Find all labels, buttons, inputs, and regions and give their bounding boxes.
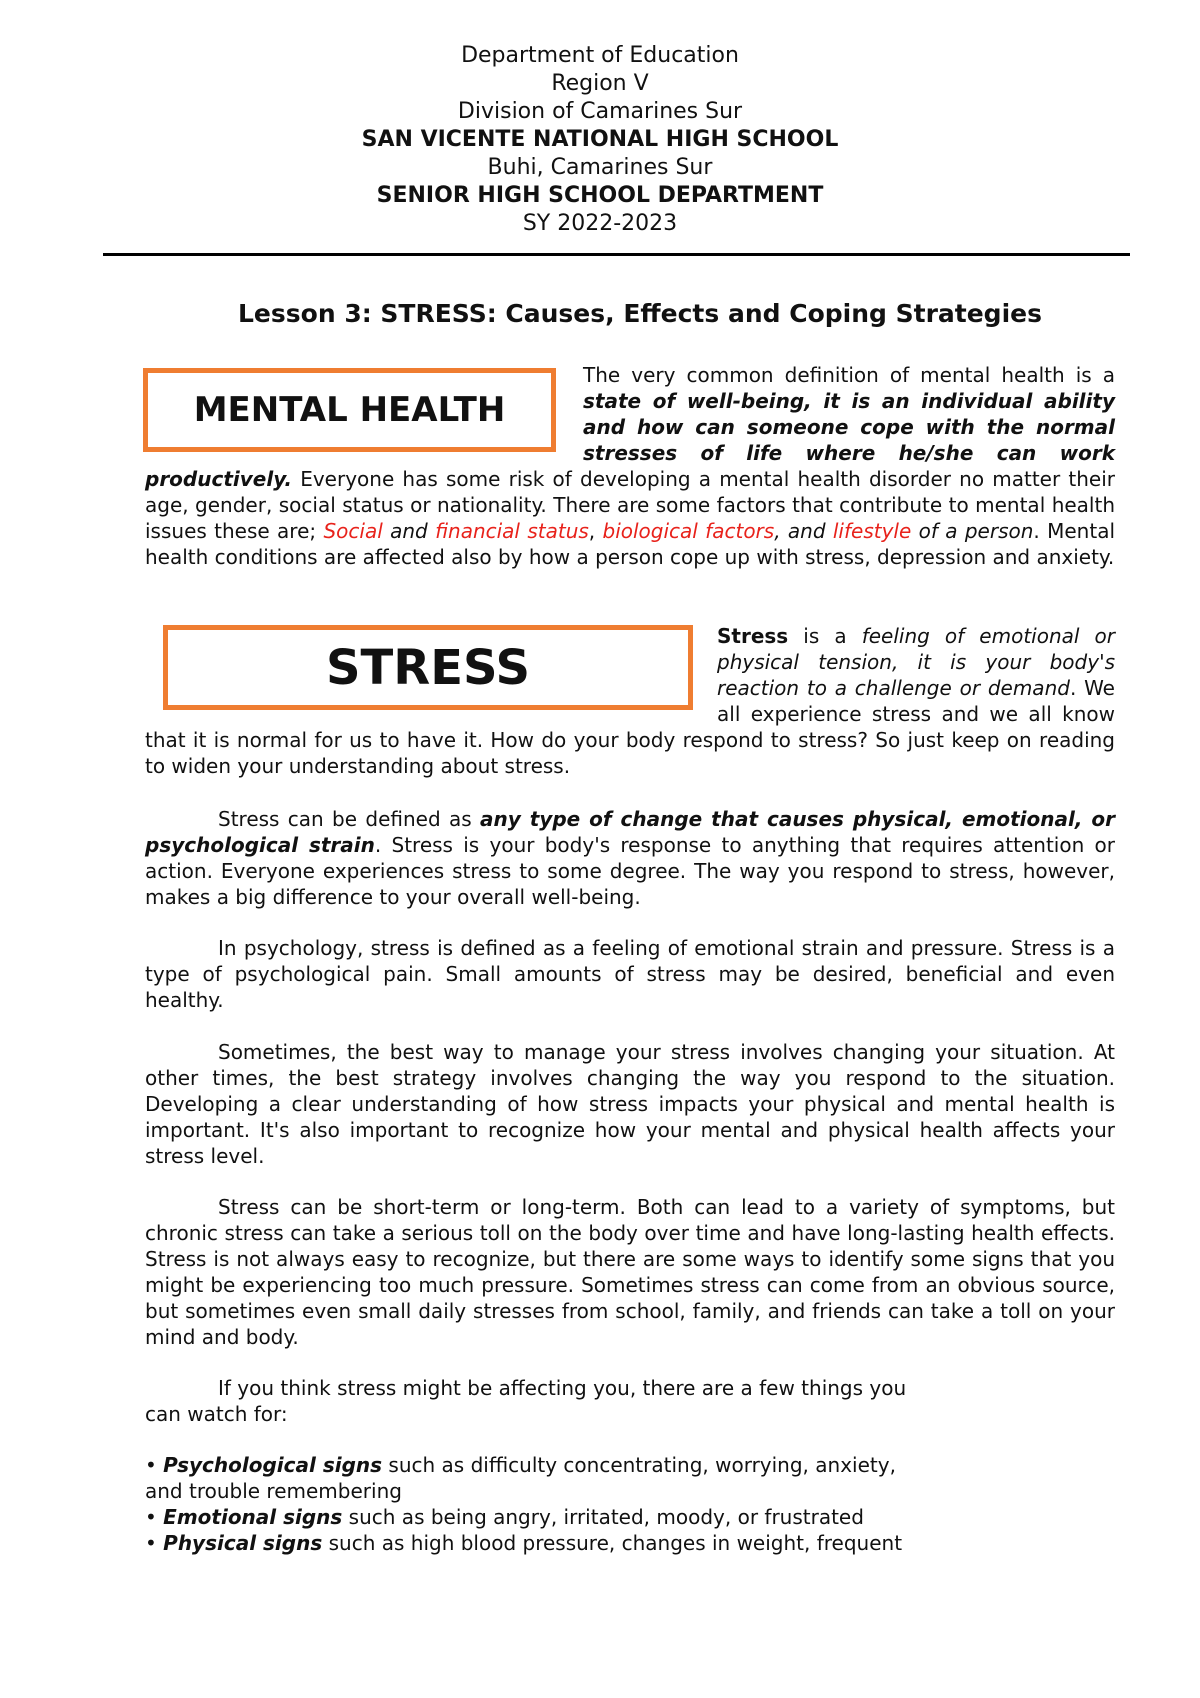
mh-t7: , <box>588 519 603 543</box>
mh-t11: of a person <box>911 519 1034 543</box>
stress-intro-paragraph <box>145 623 1115 779</box>
stress-t2: is a <box>788 624 862 648</box>
lesson-title: Lesson 3: STRESS: Causes, Effects and Coping Strategies <box>238 299 1042 328</box>
mental-health-paragraph <box>145 362 1115 570</box>
bullet: • <box>145 1505 164 1529</box>
mh-t10: lifestyle <box>832 519 912 543</box>
sign-label: Physical signs <box>163 1531 323 1555</box>
mental-health-box-label: MENTAL HEALTH <box>193 390 506 430</box>
sign-text: such as being angry, irritated, moody, or frustrated <box>342 1505 864 1529</box>
header-school: SAN VICENTE NATIONAL HIGH SCHOOL <box>361 127 839 152</box>
signs-list <box>145 1452 1115 1556</box>
stress-float-spacer <box>145 623 717 727</box>
sign-label: Psychological signs <box>163 1453 383 1477</box>
defined-t1: Stress can be defined as <box>218 807 481 831</box>
mh-t5: and <box>382 519 436 543</box>
header-shs-department: SENIOR HIGH SCHOOL DEPARTMENT <box>376 183 824 208</box>
list-item <box>145 1452 1115 1478</box>
mh-t9: , and <box>774 519 833 543</box>
sign-label: Emotional signs <box>163 1505 343 1529</box>
header-division: Division of Camarines Sur <box>457 99 743 124</box>
watch-line-2: can watch for: <box>145 1402 288 1426</box>
stress-word: Stress <box>717 624 789 648</box>
list-item <box>145 1504 1115 1530</box>
document-header <box>0 42 1200 238</box>
defined-t2: any type of change that causes physical, emotional, or psychological strain <box>145 807 1115 857</box>
stress-box-label: STRESS <box>325 639 531 696</box>
header-school-year: SY 2022-2023 <box>522 211 678 236</box>
header-divider <box>103 253 1130 256</box>
header-location: Buhi, Camarines Sur <box>487 155 713 180</box>
watch-line-1: If you think stress might be affecting you, there are a few things you <box>218 1376 907 1400</box>
list-item-continuation: and trouble remembering <box>145 1479 402 1503</box>
sign-text: such as difficulty concentrating, worrying, anxiety, <box>382 1453 896 1477</box>
paragraph-watch <box>145 1375 1115 1427</box>
mh-t12: . Mental health conditions are affected also by how a person cope up with stress, depression and anxiety. <box>145 519 1116 569</box>
mh-t3: Everyone has some risk of developing a mental health disorder no matter their age, gender, social status or nationality. There are some factors that contribute to mental health issues these are; <box>145 467 1115 543</box>
mh-float-spacer <box>145 362 583 466</box>
paragraph-defined <box>145 806 1115 910</box>
stress-definition: feeling of emotional or physical tension, it is your body's reaction to a challenge or demand <box>717 624 1115 700</box>
bullet: • <box>145 1453 164 1477</box>
mh-t8: biological factors <box>602 519 775 543</box>
paragraph-manage: Sometimes, the best way to manage your stress involves changing your situation. At other times, the best strategy involves changing the way you respond to the situation. Developing a clear understanding of how stress impacts your physical and mental health is important. It's also important to recognize how your mental and physical health affects your stress level. <box>145 1040 1115 1168</box>
header-region: Region V <box>551 71 649 96</box>
bullet: • <box>145 1531 164 1555</box>
defined-t3: . Stress is your body's response to anything that requires attention or action. Everyone experiences stress to some degree. The way you respond to stress, however, makes a big difference to your overall well-being. <box>145 833 1115 909</box>
paragraph-psychology: In psychology, stress is defined as a feeling of emotional strain and pressure. Stress is a type of psychological pain. Small amounts of stress may be desired, beneficial and even healthy. <box>145 936 1115 1012</box>
mh-t6: financial status <box>435 519 589 543</box>
mh-t1: The very common definition of mental health is a <box>583 363 1115 387</box>
header-department: Department of Education <box>461 43 739 68</box>
sign-text: such as high blood pressure, changes in weight, frequent <box>322 1531 903 1555</box>
mh-t2: state of well-being, it is an individual ability and how can someone cope with the normal stresses of life where he/she can work productively. <box>145 389 1115 491</box>
paragraph-term: Stress can be short-term or long-term. Both can lead to a variety of symptoms, but chronic stress can take a serious toll on the body over time and have long-lasting health effects. Stress is not always easy to recognize, but there are some ways to identify some signs that you might be experiencing too much pressure. Sometimes stress can come from an obvious source, but sometimes even small daily stresses from school, family, and friends can take a toll on your mind and body. <box>145 1195 1115 1349</box>
stress-t4: . We all experience stress and we all know that it is normal for us to have it. How do your body respond to stress? So just keep on reading to widen your understanding about stress. <box>145 676 1115 778</box>
mh-t4: Social <box>323 519 383 543</box>
list-item <box>145 1530 1115 1556</box>
